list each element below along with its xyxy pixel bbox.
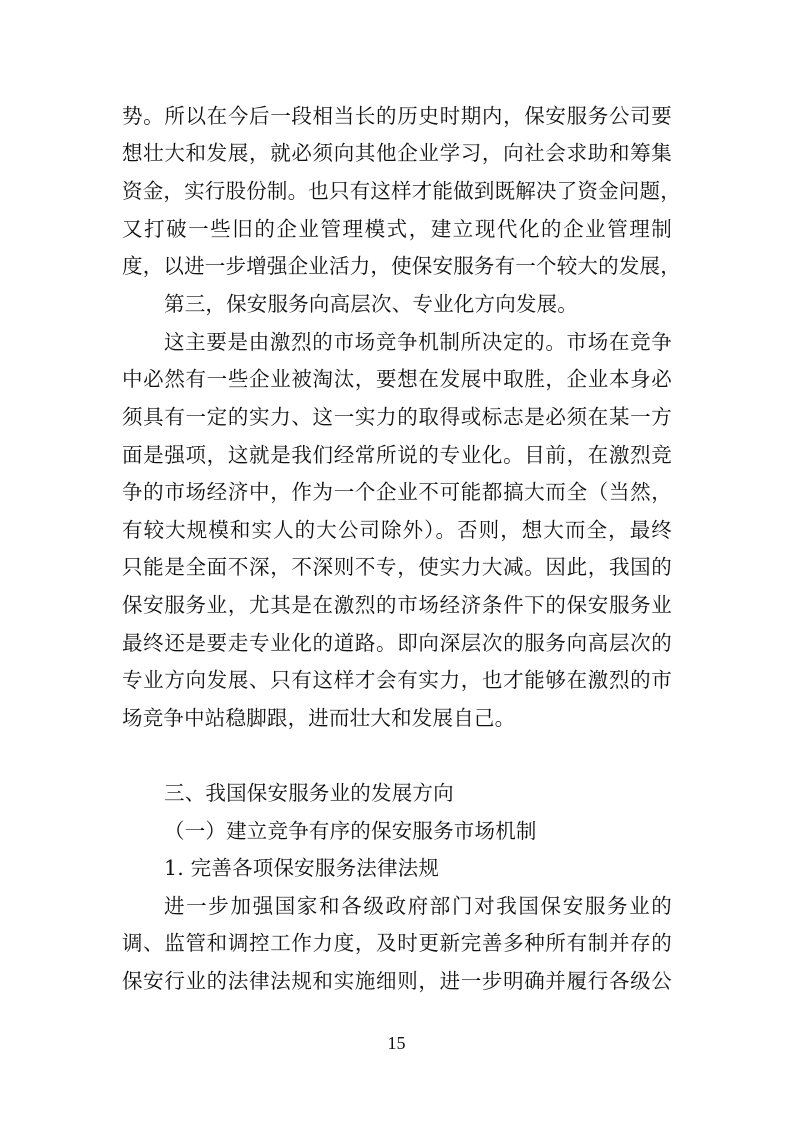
body-text-line: 争的市场经济中，作为一个企业不可能都搞大而全（当然， [122, 480, 672, 504]
body-text-line: 势。所以在今后一段相当长的历史时期内，保安服务公司要 [122, 104, 672, 128]
paragraph-first-line: 这主要是由激烈的市场竞争机制所决定的。市场在竞争 [164, 330, 672, 354]
body-text-line: 资金，实行股份制。也只有这样才能做到既解决了资金问题， [122, 179, 681, 203]
body-text-line: 保安行业的法律法规和实施细则，进一步明确并履行各级公 [122, 969, 672, 993]
body-text-line: 又打破一些旧的企业管理模式，建立现代化的企业管理制 [122, 217, 672, 241]
section-heading: 三、我国保安服务业的发展方向 [164, 781, 454, 805]
subsection-heading: （一）建立竞争有序的保安服务市场机制 [164, 819, 537, 843]
body-text-line: 想壮大和发展，就必须向其他企业学习，向社会求助和筹集 [122, 141, 672, 165]
body-text-line: 须具有一定的实力、这一实力的取得或标志是必须在某一方 [122, 405, 672, 429]
body-text-line: 面是强项，这就是我们经常所说的专业化。目前，在激烈竞 [122, 443, 672, 467]
body-text-line: 只能是全面不深，不深则不专，使实力大减。因此，我国的 [122, 555, 672, 579]
paragraph-first-line: 进一步加强国家和各级政府部门对我国保安服务业的 [164, 894, 672, 918]
body-text-line: 专业方向发展、只有这样才会有实力，也才能够在激烈的市 [122, 668, 672, 692]
body-text-line: 调、监管和调控工作力度，及时更新完善多种所有制并存的 [122, 931, 672, 955]
body-text-line: 场竞争中站稳脚跟，进而壮大和发展自己。 [122, 706, 516, 730]
body-text-line: 中必然有一些企业被淘汰，要想在发展中取胜，企业本身必 [122, 367, 672, 391]
body-text-line: 最终还是要走专业化的道路。即向深层次的服务向高层次的 [122, 631, 672, 655]
section-point-heading: 第三，保安服务向高层次、专业化方向发展。 [164, 292, 578, 316]
body-text-line: 保安服务业，尤其是在激烈的市场经济条件下的保安服务业 [122, 593, 672, 617]
page-number: 15 [387, 1033, 406, 1053]
numbered-heading: 1. 完善各项保安服务法律法规 [164, 856, 440, 880]
body-text-line: 有较大规模和实人的大公司除外）。否则，想大而全，最终 [122, 518, 672, 542]
body-text-line: 度，以进一步增强企业活力，使保安服务有一个较大的发展， [122, 254, 681, 278]
